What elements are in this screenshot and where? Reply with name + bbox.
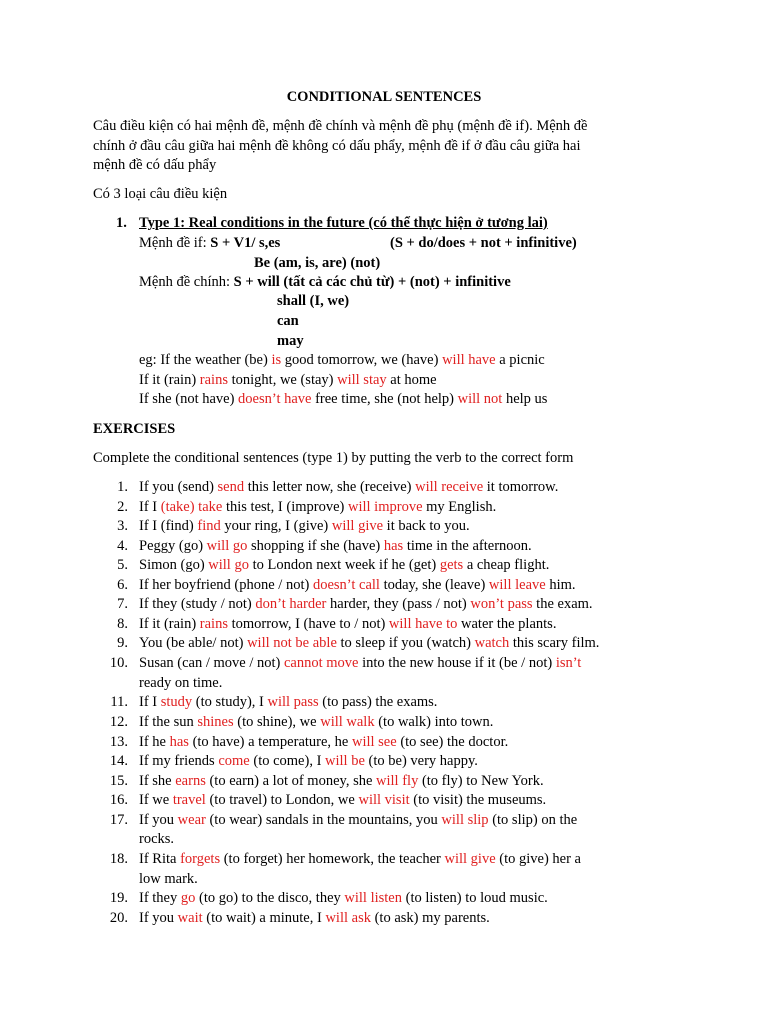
if-clause-negative-formula: (S + do/does + not + infinitive) [390, 235, 577, 251]
type1-number: 1. [116, 215, 127, 231]
exercise-number: 6. [117, 577, 128, 593]
exercise-number: 17. [109, 812, 128, 828]
exercise-number: 18. [109, 851, 128, 867]
sentence-text: If you [139, 812, 178, 828]
answer-text: will walk [320, 714, 375, 730]
answer-text: will go [206, 538, 248, 554]
exercise-line [139, 772, 544, 791]
answer-text: will slip [441, 812, 489, 828]
exercise-number: 4. [117, 538, 128, 554]
exercise-number: 3. [117, 518, 128, 534]
sentence-text: today, she (leave) [379, 577, 489, 593]
sentence-text: (to earn) a lot of money, she [205, 773, 377, 789]
answer-text: doesn’t call [312, 577, 380, 593]
sentence-text: help us [502, 391, 548, 407]
exercise-number: 2. [117, 499, 128, 515]
answer-text: wait [177, 910, 203, 926]
answer-text: will not be able [247, 635, 337, 651]
answer-text: wear [177, 812, 206, 828]
exercise-line [139, 752, 478, 771]
answer-text: study [160, 694, 193, 710]
example-line [139, 390, 547, 409]
exercise-line [139, 909, 490, 928]
exercise-number: 15. [109, 773, 128, 789]
answer-text: will improve [348, 499, 423, 515]
sentence-text: Peggy (go) [139, 538, 207, 554]
sentence-text: rocks. [139, 831, 175, 847]
exercise-number: 11. [110, 694, 128, 710]
exercise-line [139, 713, 493, 732]
sentence-text: shopping if she (have) [247, 538, 384, 554]
sentence-text: If you [139, 910, 178, 926]
answer-text: will give [331, 518, 384, 534]
modal-may: may [277, 333, 304, 349]
sentence-text: If she (not have) [139, 391, 239, 407]
sentence-text: a cheap flight. [463, 557, 550, 573]
sentence-text: If the sun [139, 714, 198, 730]
answer-text: will stay [337, 372, 387, 388]
exercise-line [139, 889, 548, 908]
exercise-line [139, 615, 556, 634]
exercise-number: 16. [109, 792, 128, 808]
exercise-line [139, 634, 599, 653]
answer-text: rains [199, 372, 228, 388]
sentence-text: tonight, we (stay) [227, 372, 338, 388]
sentence-text: If you (send) [139, 479, 218, 495]
answer-text: rains [199, 616, 228, 632]
sentence-text: my English. [422, 499, 497, 515]
exercise-line [139, 556, 549, 575]
intro-line-1: Câu điều kiện có hai mệnh đề, mệnh đề chính và mệnh đề phụ (mệnh đề if). Mệnh đề [93, 118, 588, 134]
answer-text: will visit [358, 792, 410, 808]
exercise-number: 5. [117, 557, 128, 573]
if-clause-line [139, 234, 280, 253]
sentence-text: (to listen) to loud music. [402, 890, 548, 906]
sentence-text: this scary film. [509, 635, 600, 651]
sentence-text: If I [139, 499, 161, 515]
sentence-text: (to fly) to New York. [418, 773, 544, 789]
exercise-line [139, 654, 581, 673]
answer-text: will see [351, 734, 397, 750]
exercise-line [139, 830, 174, 849]
exercise-line [139, 537, 532, 556]
exercises-heading: EXERCISES [93, 421, 176, 437]
example-line [139, 371, 437, 390]
sentence-text: (to slip) on the [488, 812, 578, 828]
sentence-text: (to be) very happy. [364, 753, 478, 769]
sentence-text: your ring, I (give) [220, 518, 332, 534]
modal-shall: shall (I, we) [277, 293, 350, 309]
answer-text: cannot move [283, 655, 359, 671]
sentence-text: (to pass) the exams. [318, 694, 438, 710]
exercise-line [139, 733, 508, 752]
sentence-text: You (be able/ not) [139, 635, 248, 651]
sentence-text: (to ask) my parents. [370, 910, 490, 926]
exercise-number: 9. [117, 635, 128, 651]
answer-text: will listen [344, 890, 402, 906]
exercise-line [139, 517, 470, 536]
intro-line-3: mệnh đề có dấu phẩy [93, 157, 217, 173]
sentence-text: the exam. [532, 596, 593, 612]
sentence-text: If her boyfriend (phone / not) [139, 577, 313, 593]
answer-text: go [180, 890, 196, 906]
intro-line-2: chính ở đầu câu giữa hai mệnh đề không có dấu phẩy, mệnh đề if ở đầu câu giữa hai [93, 138, 581, 154]
sentence-text: If Rita [139, 851, 181, 867]
example-line [139, 351, 545, 370]
sentence-text: If they (study / not) [139, 596, 256, 612]
exercise-line [139, 850, 581, 869]
answer-text: (take) take [160, 499, 223, 515]
answer-text: will pass [267, 694, 319, 710]
answer-text: will not [457, 391, 503, 407]
exercise-number: 13. [109, 734, 128, 750]
sentence-text: this test, I (improve) [222, 499, 348, 515]
exercise-line [139, 498, 496, 517]
main-clause-line [139, 273, 511, 292]
sentence-text: If I (find) [139, 518, 198, 534]
sentence-text: If my friends [139, 753, 219, 769]
sentence-text: tomorrow, I (have to / not) [227, 616, 389, 632]
exercise-number: 1. [117, 479, 128, 495]
sentence-text: water the plants. [457, 616, 557, 632]
exercise-number: 20. [109, 910, 128, 926]
sentence-text: (to forget) her homework, the teacher [220, 851, 445, 867]
sentence-text: ready on time. [139, 675, 223, 691]
exercise-line [139, 870, 198, 889]
answer-text: will have [442, 352, 496, 368]
sentence-text: (to walk) into town. [374, 714, 494, 730]
sentence-text: (to go) to the disco, they [195, 890, 345, 906]
answer-text: will give [444, 851, 496, 867]
exercise-line [139, 811, 577, 830]
modal-can: can [277, 313, 299, 329]
sentence-text: If we [139, 792, 173, 808]
sentence-text: (to study), I [192, 694, 268, 710]
sentence-text: (to see) the doctor. [396, 734, 509, 750]
answer-text: won’t pass [470, 596, 533, 612]
answer-text: will receive [415, 479, 484, 495]
answer-text: has [383, 538, 404, 554]
exercise-line [139, 478, 558, 497]
sentence-text: If it (rain) [139, 372, 200, 388]
sentence-text: eg: If the weather (be) [139, 352, 272, 368]
exercise-line [139, 595, 593, 614]
answer-text: will ask [325, 910, 371, 926]
sentence-text: (to wait) a minute, I [202, 910, 326, 926]
exercise-line [139, 791, 546, 810]
answer-text: will go [208, 557, 249, 573]
answer-text: find [197, 518, 221, 534]
answer-text: watch [474, 635, 510, 651]
sentence-text: good tomorrow, we (have) [281, 352, 443, 368]
answer-text: will have to [388, 616, 458, 632]
answer-text: doesn’t have [238, 391, 312, 407]
sentence-text: time in the afternoon. [403, 538, 532, 554]
page-title: CONDITIONAL SENTENCES [286, 89, 482, 105]
sentence-text: If they [139, 890, 181, 906]
answer-text: will leave [488, 577, 546, 593]
sentence-text: harder, they (pass / not) [326, 596, 471, 612]
answer-text: isn’t [555, 655, 582, 671]
exercise-number: 10. [109, 655, 128, 671]
sentence-text: (to give) her a [495, 851, 581, 867]
sentence-text: it back to you. [383, 518, 470, 534]
sentence-text: (to wear) sandals in the mountains, you [205, 812, 442, 828]
exercise-line [139, 576, 576, 595]
sentence-text: (to have) a temperature, he [188, 734, 352, 750]
exercise-number: 7. [117, 596, 128, 612]
sentence-text: Simon (go) [139, 557, 209, 573]
sentence-text: If it (rain) [139, 616, 200, 632]
exercise-number: 19. [109, 890, 128, 906]
sentence-text: to sleep if you (watch) [336, 635, 475, 651]
type1-heading: Type 1: Real conditions in the future (có thể thực hiện ở tương lai) [139, 215, 548, 231]
exercises-instruction: Complete the conditional sentences (type 1) by putting the verb to the correct form [93, 450, 574, 466]
sentence-text: at home [386, 372, 437, 388]
sentence-text: low mark. [139, 871, 198, 887]
answer-text: is [271, 352, 282, 368]
sentence-text: If he [139, 734, 170, 750]
answer-text: travel [172, 792, 206, 808]
answer-text: will fly [376, 773, 419, 789]
exercise-number: 12. [109, 714, 128, 730]
sentence-text: (to travel) to London, we [205, 792, 359, 808]
sentence-text: If she [139, 773, 176, 789]
answer-text: earns [175, 773, 206, 789]
exercise-line [139, 693, 437, 712]
sentence-text: (to shine), we [233, 714, 321, 730]
sentence-text: into the new house if it (be / not) [358, 655, 556, 671]
sentence-text: (to come), I [249, 753, 326, 769]
if-clause-label: Mệnh đề if: [139, 235, 211, 251]
exercise-number: 14. [109, 753, 128, 769]
answer-text: shines [197, 714, 234, 730]
sentence-text: free time, she (not help) [311, 391, 458, 407]
answer-text: has [169, 734, 189, 750]
answer-text: forgets [180, 851, 221, 867]
answer-text: come [218, 753, 250, 769]
main-clause-formula: S + will (tất cả các chủ từ) + (not) + infinitive [233, 274, 511, 290]
sentence-text: him. [545, 577, 576, 593]
sentence-text: it tomorrow. [483, 479, 559, 495]
main-clause-label: Mệnh đề chính: [139, 274, 234, 290]
answer-text: will be [325, 753, 365, 769]
sentence-text: this letter now, she (receive) [244, 479, 416, 495]
sentence-text: a picnic [495, 352, 545, 368]
be-forms-line: Be (am, is, are) (not) [254, 255, 381, 271]
answer-text: send [217, 479, 245, 495]
exercise-number: 8. [117, 616, 128, 632]
exercise-line [139, 674, 222, 693]
answer-text: gets [439, 557, 464, 573]
sentence-text: to London next week if he (get) [248, 557, 440, 573]
sentence-text: If I [139, 694, 161, 710]
if-clause-formula: S + V1/ s,es [210, 235, 281, 251]
sentence-text: (to visit) the museums. [409, 792, 547, 808]
sentence-text: Susan (can / move / not) [139, 655, 284, 671]
answer-text: don’t harder [255, 596, 327, 612]
types-intro: Có 3 loại câu điều kiện [93, 186, 228, 202]
